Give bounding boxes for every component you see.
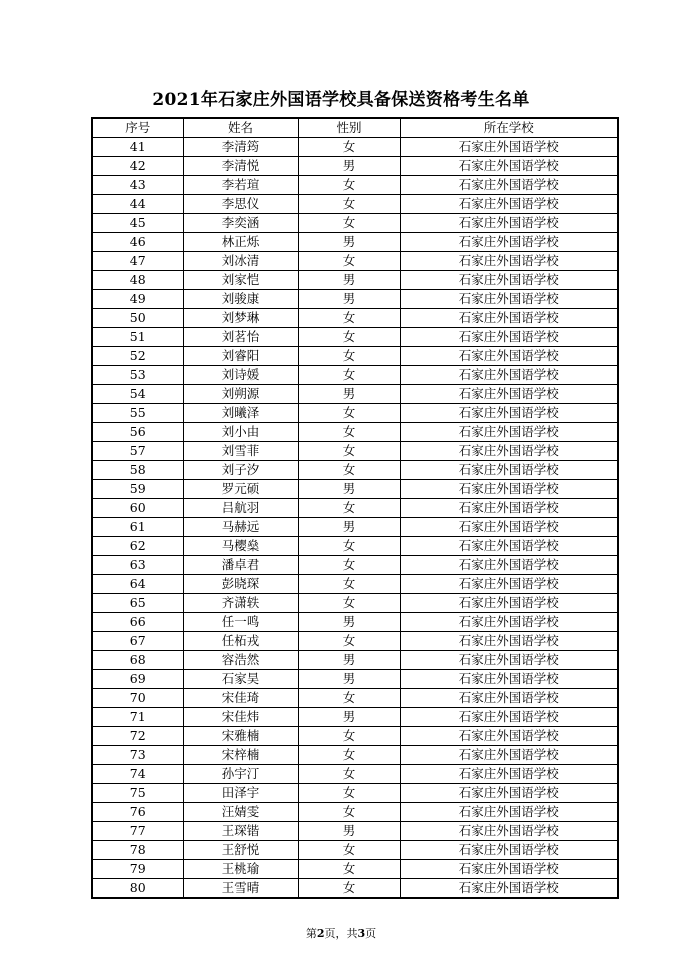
table-row (92, 138, 618, 157)
cell-school: 石家庄外国语学校 (400, 708, 618, 727)
cell-school: 石家庄外国语学校 (400, 195, 618, 214)
cell-gender: 女 (298, 499, 400, 518)
footer-middle: 页，共 (324, 927, 358, 940)
table-row (92, 746, 618, 765)
table-row (92, 176, 618, 195)
cell-gender: 男 (298, 233, 400, 252)
header-index: 序号 (92, 118, 183, 138)
cell-school: 石家庄外国语学校 (400, 518, 618, 537)
cell-index: 50 (92, 309, 183, 328)
cell-school: 石家庄外国语学校 (400, 879, 618, 899)
cell-school: 石家庄外国语学校 (400, 271, 618, 290)
table-row (92, 860, 618, 879)
cell-name: 王桃瑜 (183, 860, 298, 879)
cell-school: 石家庄外国语学校 (400, 385, 618, 404)
table-row (92, 328, 618, 347)
table-row (92, 461, 618, 480)
cell-name: 孙宇汀 (183, 765, 298, 784)
cell-gender: 女 (298, 138, 400, 157)
header-school: 所在学校 (400, 118, 618, 138)
cell-gender: 女 (298, 537, 400, 556)
cell-name: 马樱燊 (183, 537, 298, 556)
cell-name: 刘睿阳 (183, 347, 298, 366)
cell-school: 石家庄外国语学校 (400, 214, 618, 233)
cell-gender: 女 (298, 366, 400, 385)
cell-name: 刘子汐 (183, 461, 298, 480)
cell-index: 62 (92, 537, 183, 556)
table-row (92, 442, 618, 461)
cell-gender: 女 (298, 328, 400, 347)
table-row (92, 727, 618, 746)
table-row (92, 195, 618, 214)
cell-gender: 女 (298, 803, 400, 822)
cell-gender: 女 (298, 765, 400, 784)
cell-name: 李思仪 (183, 195, 298, 214)
cell-name: 容浩然 (183, 651, 298, 670)
table-row (92, 822, 618, 841)
cell-name: 宋佳炜 (183, 708, 298, 727)
cell-name: 罗元硕 (183, 480, 298, 499)
cell-name: 宋雅楠 (183, 727, 298, 746)
cell-school: 石家庄外国语学校 (400, 765, 618, 784)
cell-school: 石家庄外国语学校 (400, 556, 618, 575)
cell-index: 45 (92, 214, 183, 233)
page-title: 2021年石家庄外国语学校具备保送资格考生名单 (152, 90, 530, 110)
cell-gender: 女 (298, 556, 400, 575)
cell-name: 刘冰清 (183, 252, 298, 271)
cell-name: 田泽宇 (183, 784, 298, 803)
cell-school: 石家庄外国语学校 (400, 423, 618, 442)
cell-name: 潘卓君 (183, 556, 298, 575)
cell-index: 79 (92, 860, 183, 879)
header-gender: 性别 (298, 118, 400, 138)
cell-name: 刘骏康 (183, 290, 298, 309)
table-row (92, 518, 618, 537)
table-row (92, 784, 618, 803)
table-row (92, 271, 618, 290)
table-row (92, 233, 618, 252)
table-row (92, 765, 618, 784)
table-body (92, 138, 618, 899)
cell-gender: 男 (298, 822, 400, 841)
cell-name: 宋佳琦 (183, 689, 298, 708)
cell-gender: 男 (298, 613, 400, 632)
table-row (92, 708, 618, 727)
cell-gender: 女 (298, 423, 400, 442)
cell-gender: 男 (298, 651, 400, 670)
cell-gender: 女 (298, 632, 400, 651)
cell-index: 77 (92, 822, 183, 841)
cell-name: 王琛锴 (183, 822, 298, 841)
cell-gender: 女 (298, 176, 400, 195)
cell-gender: 女 (298, 689, 400, 708)
cell-gender: 女 (298, 594, 400, 613)
cell-name: 刘朔源 (183, 385, 298, 404)
cell-gender: 男 (298, 518, 400, 537)
cell-name: 李清筠 (183, 138, 298, 157)
cell-index: 51 (92, 328, 183, 347)
cell-name: 马赫远 (183, 518, 298, 537)
cell-name: 李若瑄 (183, 176, 298, 195)
table-row (92, 290, 618, 309)
cell-school: 石家庄外国语学校 (400, 860, 618, 879)
cell-name: 王雪晴 (183, 879, 298, 899)
cell-index: 44 (92, 195, 183, 214)
cell-gender: 女 (298, 784, 400, 803)
cell-school: 石家庄外国语学校 (400, 670, 618, 689)
table-row (92, 879, 618, 899)
table-row (92, 689, 618, 708)
cell-school: 石家庄外国语学校 (400, 841, 618, 860)
cell-gender: 女 (298, 461, 400, 480)
cell-index: 71 (92, 708, 183, 727)
cell-gender: 女 (298, 575, 400, 594)
cell-index: 49 (92, 290, 183, 309)
cell-name: 刘雪菲 (183, 442, 298, 461)
table-row (92, 594, 618, 613)
cell-index: 46 (92, 233, 183, 252)
cell-school: 石家庄外国语学校 (400, 328, 618, 347)
cell-index: 68 (92, 651, 183, 670)
table-row (92, 347, 618, 366)
cell-school: 石家庄外国语学校 (400, 347, 618, 366)
cell-name: 刘家恺 (183, 271, 298, 290)
table-row (92, 575, 618, 594)
table-row (92, 632, 618, 651)
cell-school: 石家庄外国语学校 (400, 689, 618, 708)
table-row (92, 556, 618, 575)
cell-gender: 女 (298, 860, 400, 879)
cell-index: 43 (92, 176, 183, 195)
candidate-table (91, 117, 619, 899)
footer-prefix: 第 (305, 927, 317, 940)
cell-gender: 女 (298, 404, 400, 423)
cell-gender: 女 (298, 195, 400, 214)
cell-school: 石家庄外国语学校 (400, 575, 618, 594)
footer-page-number: 2 (316, 927, 325, 940)
cell-gender: 女 (298, 841, 400, 860)
cell-name: 吕航羽 (183, 499, 298, 518)
cell-school: 石家庄外国语学校 (400, 157, 618, 176)
cell-school: 石家庄外国语学校 (400, 442, 618, 461)
table-row (92, 613, 618, 632)
cell-gender: 女 (298, 309, 400, 328)
cell-index: 57 (92, 442, 183, 461)
cell-name: 刘曦泽 (183, 404, 298, 423)
cell-name: 彭晓琛 (183, 575, 298, 594)
table-row (92, 480, 618, 499)
footer-total-pages: 3 (357, 927, 366, 940)
cell-index: 73 (92, 746, 183, 765)
cell-school: 石家庄外国语学校 (400, 613, 618, 632)
cell-school: 石家庄外国语学校 (400, 309, 618, 328)
cell-index: 70 (92, 689, 183, 708)
cell-school: 石家庄外国语学校 (400, 594, 618, 613)
cell-name: 刘小由 (183, 423, 298, 442)
cell-index: 67 (92, 632, 183, 651)
cell-gender: 男 (298, 670, 400, 689)
cell-index: 47 (92, 252, 183, 271)
table-row (92, 670, 618, 689)
table-row (92, 651, 618, 670)
cell-name: 李清悦 (183, 157, 298, 176)
cell-index: 76 (92, 803, 183, 822)
cell-school: 石家庄外国语学校 (400, 784, 618, 803)
cell-school: 石家庄外国语学校 (400, 480, 618, 499)
table-row (92, 309, 618, 328)
cell-name: 刘茗怡 (183, 328, 298, 347)
cell-index: 42 (92, 157, 183, 176)
cell-index: 64 (92, 575, 183, 594)
table-row (92, 803, 618, 822)
cell-index: 56 (92, 423, 183, 442)
cell-name: 石家昊 (183, 670, 298, 689)
cell-school: 石家庄外国语学校 (400, 252, 618, 271)
cell-school: 石家庄外国语学校 (400, 138, 618, 157)
cell-name: 刘诗媛 (183, 366, 298, 385)
cell-index: 52 (92, 347, 183, 366)
cell-index: 48 (92, 271, 183, 290)
cell-index: 60 (92, 499, 183, 518)
table-row (92, 214, 618, 233)
cell-gender: 男 (298, 480, 400, 499)
cell-gender: 男 (298, 290, 400, 309)
cell-gender: 女 (298, 214, 400, 233)
cell-index: 74 (92, 765, 183, 784)
cell-index: 53 (92, 366, 183, 385)
table-row (92, 499, 618, 518)
cell-gender: 女 (298, 879, 400, 899)
cell-index: 75 (92, 784, 183, 803)
cell-index: 61 (92, 518, 183, 537)
cell-name: 刘梦琳 (183, 309, 298, 328)
cell-index: 41 (92, 138, 183, 157)
cell-name: 李奕涵 (183, 214, 298, 233)
cell-index: 54 (92, 385, 183, 404)
table-header-row (92, 118, 618, 138)
cell-index: 65 (92, 594, 183, 613)
cell-school: 石家庄外国语学校 (400, 461, 618, 480)
cell-name: 王舒悦 (183, 841, 298, 860)
table-row (92, 423, 618, 442)
cell-gender: 男 (298, 708, 400, 727)
cell-index: 66 (92, 613, 183, 632)
table-row (92, 252, 618, 271)
cell-index: 78 (92, 841, 183, 860)
cell-gender: 男 (298, 385, 400, 404)
cell-index: 69 (92, 670, 183, 689)
cell-index: 72 (92, 727, 183, 746)
table-row (92, 385, 618, 404)
cell-school: 石家庄外国语学校 (400, 822, 618, 841)
table-row (92, 537, 618, 556)
page-footer (0, 926, 682, 942)
cell-name: 林正烁 (183, 233, 298, 252)
cell-gender: 女 (298, 746, 400, 765)
cell-school: 石家庄外国语学校 (400, 803, 618, 822)
cell-school: 石家庄外国语学校 (400, 632, 618, 651)
table-row (92, 841, 618, 860)
cell-school: 石家庄外国语学校 (400, 233, 618, 252)
cell-index: 59 (92, 480, 183, 499)
cell-gender: 女 (298, 347, 400, 366)
cell-gender: 女 (298, 252, 400, 271)
cell-school: 石家庄外国语学校 (400, 537, 618, 556)
cell-school: 石家庄外国语学校 (400, 651, 618, 670)
cell-index: 55 (92, 404, 183, 423)
cell-school: 石家庄外国语学校 (400, 727, 618, 746)
cell-school: 石家庄外国语学校 (400, 746, 618, 765)
cell-school: 石家庄外国语学校 (400, 499, 618, 518)
cell-gender: 女 (298, 727, 400, 746)
cell-school: 石家庄外国语学校 (400, 176, 618, 195)
cell-gender: 女 (298, 442, 400, 461)
cell-name: 任柘戎 (183, 632, 298, 651)
header-name: 姓名 (183, 118, 298, 138)
cell-school: 石家庄外国语学校 (400, 404, 618, 423)
cell-index: 58 (92, 461, 183, 480)
cell-name: 齐潇轶 (183, 594, 298, 613)
cell-gender: 男 (298, 271, 400, 290)
cell-index: 80 (92, 879, 183, 899)
cell-school: 石家庄外国语学校 (400, 290, 618, 309)
table-row (92, 157, 618, 176)
cell-name: 宋梓楠 (183, 746, 298, 765)
table-row (92, 366, 618, 385)
table-row (92, 404, 618, 423)
cell-school: 石家庄外国语学校 (400, 366, 618, 385)
cell-index: 63 (92, 556, 183, 575)
cell-name: 汪婧雯 (183, 803, 298, 822)
footer-suffix: 页 (365, 927, 377, 940)
cell-name: 任一鸣 (183, 613, 298, 632)
cell-gender: 男 (298, 157, 400, 176)
